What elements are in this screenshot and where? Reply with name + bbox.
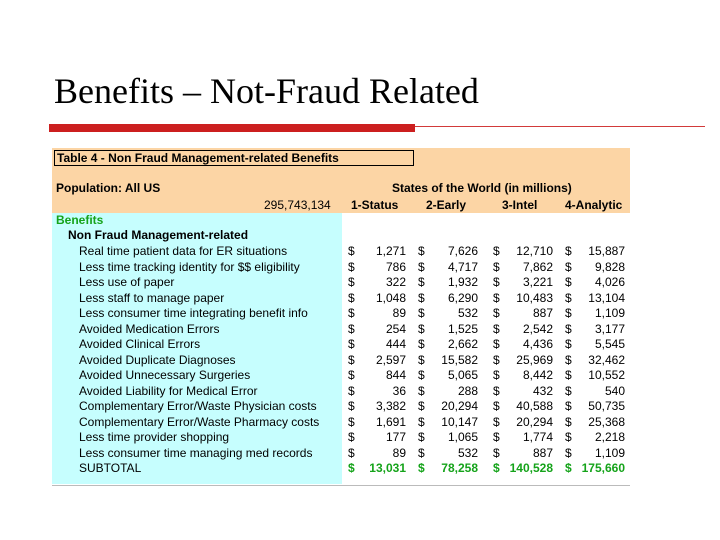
table-row — [52, 368, 630, 384]
currency-symbol: $ — [418, 306, 425, 320]
currency-symbol: $ — [418, 321, 425, 336]
value-analytic: 3,177 — [594, 321, 625, 336]
row-label: Less time tracking identity for $$ eligibility — [79, 259, 300, 274]
value-early: 2,662 — [447, 337, 478, 351]
value-intel: 20,294 — [516, 414, 553, 429]
value-intel: 1,774 — [522, 430, 553, 444]
value-early: 15,582 — [441, 352, 478, 367]
currency-symbol: $ — [493, 275, 500, 289]
value-intel: 887 — [532, 445, 553, 460]
row-label: Avoided Clinical Errors — [79, 337, 201, 351]
value-early: 7,626 — [447, 244, 478, 258]
currency-symbol: $ — [348, 275, 355, 289]
currency-symbol: $ — [493, 244, 500, 258]
value-early: 20,294 — [441, 399, 478, 413]
currency-symbol: $ — [493, 352, 500, 367]
row-label: Real time patient data for ER situations — [79, 244, 288, 258]
column-header-intel: 3-Intel — [502, 198, 538, 212]
currency-symbol: $ — [493, 290, 500, 305]
subtotal-analytic: 175,660 — [581, 461, 625, 475]
column-header-status: 1-Status — [351, 198, 399, 212]
currency-symbol: $ — [493, 399, 500, 413]
currency-symbol: $ — [348, 414, 355, 429]
table-row — [52, 244, 630, 260]
value-analytic: 1,109 — [594, 306, 625, 320]
currency-symbol: $ — [493, 337, 500, 351]
value-intel: 10,483 — [516, 290, 553, 305]
currency-symbol: $ — [348, 321, 355, 336]
table-bottom-rule — [52, 485, 630, 486]
value-early: 1,525 — [447, 321, 478, 336]
table-row — [52, 415, 630, 431]
table-row — [52, 275, 630, 291]
subtotal-label: SUBTOTAL — [79, 461, 142, 475]
value-intel: 432 — [532, 383, 553, 398]
table-caption: Table 4 - Non Fraud Management-related Benefits — [54, 150, 414, 166]
subtotal-early: 78,258 — [441, 461, 478, 475]
table-row — [52, 446, 630, 462]
value-intel: 12,710 — [516, 244, 553, 258]
currency-symbol: $ — [565, 399, 572, 413]
currency-symbol: $ — [565, 445, 572, 460]
value-intel: 887 — [532, 306, 553, 320]
table-row — [52, 260, 630, 276]
value-early: 10,147 — [441, 414, 478, 429]
value-intel: 7,862 — [522, 259, 553, 274]
value-status: 2,597 — [375, 352, 406, 367]
currency-symbol: $ — [493, 383, 500, 398]
row-label: Complementary Error/Waste Physician costs — [79, 399, 317, 413]
title-divider-line — [415, 126, 705, 127]
currency-symbol: $ — [565, 383, 572, 398]
currency-symbol: $ — [493, 306, 500, 320]
row-label: Complementary Error/Waste Pharmacy costs — [79, 414, 320, 429]
table-row — [52, 337, 630, 353]
value-status: 1,048 — [375, 290, 406, 305]
currency-symbol: $ — [418, 430, 425, 444]
currency-symbol: $ — [418, 259, 425, 274]
value-intel: 8,442 — [522, 368, 553, 382]
table-row — [52, 384, 630, 400]
row-label: Less staff to manage paper — [79, 290, 225, 305]
slide-title: Benefits – Not-Fraud Related — [54, 71, 479, 111]
currency-symbol: $ — [493, 321, 500, 336]
currency-symbol: $ — [565, 244, 572, 258]
currency-symbol: $ — [565, 461, 572, 475]
value-analytic: 4,026 — [594, 275, 625, 289]
value-analytic: 2,218 — [594, 430, 625, 444]
row-label: Avoided Medication Errors — [79, 321, 220, 336]
column-header-analytic: 4-Analytic — [565, 198, 623, 212]
currency-symbol: $ — [418, 368, 425, 382]
value-analytic: 5,545 — [594, 337, 625, 351]
row-label: Avoided Liability for Medical Error — [79, 383, 258, 398]
value-status: 444 — [385, 337, 406, 351]
value-status: 3,382 — [375, 399, 406, 413]
value-analytic: 15,887 — [588, 244, 625, 258]
currency-symbol: $ — [565, 321, 572, 336]
table-row — [52, 430, 630, 446]
currency-symbol: $ — [418, 383, 425, 398]
value-intel: 25,969 — [516, 352, 553, 367]
value-early: 532 — [457, 306, 478, 320]
currency-symbol: $ — [348, 244, 355, 258]
currency-symbol: $ — [418, 275, 425, 289]
value-status: 177 — [385, 430, 406, 444]
currency-symbol: $ — [565, 337, 572, 351]
currency-symbol: $ — [348, 383, 355, 398]
value-analytic: 1,109 — [594, 445, 625, 460]
currency-symbol: $ — [348, 259, 355, 274]
value-analytic: 13,104 — [588, 290, 625, 305]
value-early: 288 — [457, 383, 478, 398]
currency-symbol: $ — [418, 290, 425, 305]
subtotal-row — [52, 461, 630, 477]
currency-symbol: $ — [565, 414, 572, 429]
row-label: Less time provider shopping — [79, 430, 230, 444]
row-label: Avoided Duplicate Diagnoses — [79, 352, 236, 367]
population-value: 295,743,134 — [264, 198, 331, 212]
currency-symbol: $ — [418, 414, 425, 429]
value-status: 786 — [385, 259, 406, 274]
value-intel: 2,542 — [522, 321, 553, 336]
value-intel: 40,588 — [516, 399, 553, 413]
states-header: States of the World (in millions) — [392, 181, 572, 195]
value-status: 36 — [392, 383, 406, 398]
title-accent-bar — [49, 124, 415, 132]
value-intel: 4,436 — [522, 337, 553, 351]
currency-symbol: $ — [418, 399, 425, 413]
row-label: Less consumer time managing med records — [79, 445, 313, 460]
subtotal-intel: 140,528 — [509, 461, 553, 475]
value-status: 322 — [385, 275, 406, 289]
currency-symbol: $ — [493, 368, 500, 382]
currency-symbol: $ — [493, 414, 500, 429]
value-analytic: 25,368 — [588, 414, 625, 429]
currency-symbol: $ — [493, 461, 500, 475]
currency-symbol: $ — [348, 430, 355, 444]
row-label: Avoided Unnecessary Surgeries — [79, 368, 251, 382]
subsection-label: Non Fraud Management-related — [68, 228, 249, 242]
value-status: 1,691 — [375, 414, 406, 429]
row-label: Less consumer time integrating benefit info — [79, 306, 308, 320]
value-early: 532 — [457, 445, 478, 460]
value-analytic: 10,552 — [588, 368, 625, 382]
table-row — [52, 291, 630, 307]
currency-symbol: $ — [493, 259, 500, 274]
currency-symbol: $ — [418, 244, 425, 258]
currency-symbol: $ — [565, 306, 572, 320]
value-analytic: 9,828 — [594, 259, 625, 274]
currency-symbol: $ — [418, 461, 425, 475]
column-header-early: 2-Early — [426, 198, 467, 212]
row-label: Less use of paper — [79, 275, 175, 289]
value-status: 89 — [392, 445, 406, 460]
currency-symbol: $ — [565, 368, 572, 382]
currency-symbol: $ — [348, 337, 355, 351]
currency-symbol: $ — [418, 337, 425, 351]
value-status: 1,271 — [375, 244, 406, 258]
currency-symbol: $ — [418, 352, 425, 367]
table-row — [52, 306, 630, 322]
value-early: 5,065 — [447, 368, 478, 382]
currency-symbol: $ — [348, 461, 355, 475]
table-row — [52, 399, 630, 415]
currency-symbol: $ — [565, 430, 572, 444]
currency-symbol: $ — [348, 306, 355, 320]
value-status: 844 — [385, 368, 406, 382]
currency-symbol: $ — [493, 445, 500, 460]
currency-symbol: $ — [348, 399, 355, 413]
benefits-table — [52, 148, 630, 484]
value-status: 89 — [392, 306, 406, 320]
table-row — [52, 353, 630, 369]
currency-symbol: $ — [348, 445, 355, 460]
currency-symbol: $ — [418, 445, 425, 460]
currency-symbol: $ — [348, 368, 355, 382]
currency-symbol: $ — [493, 430, 500, 444]
value-analytic: 32,462 — [588, 352, 625, 367]
subtotal-status: 13,031 — [369, 461, 406, 475]
value-early: 1,065 — [447, 430, 478, 444]
table-row — [52, 322, 630, 338]
population-label: Population: All US — [56, 181, 161, 195]
value-analytic: 540 — [604, 383, 625, 398]
value-status: 254 — [385, 321, 406, 336]
currency-symbol: $ — [348, 352, 355, 367]
value-analytic: 50,735 — [588, 399, 625, 413]
value-early: 6,290 — [447, 290, 478, 305]
currency-symbol: $ — [348, 290, 355, 305]
value-early: 1,932 — [447, 275, 478, 289]
value-intel: 3,221 — [522, 275, 553, 289]
currency-symbol: $ — [565, 275, 572, 289]
currency-symbol: $ — [565, 290, 572, 305]
value-early: 4,717 — [447, 259, 478, 274]
section-label: Benefits — [56, 213, 104, 227]
currency-symbol: $ — [565, 352, 572, 367]
currency-symbol: $ — [565, 259, 572, 274]
